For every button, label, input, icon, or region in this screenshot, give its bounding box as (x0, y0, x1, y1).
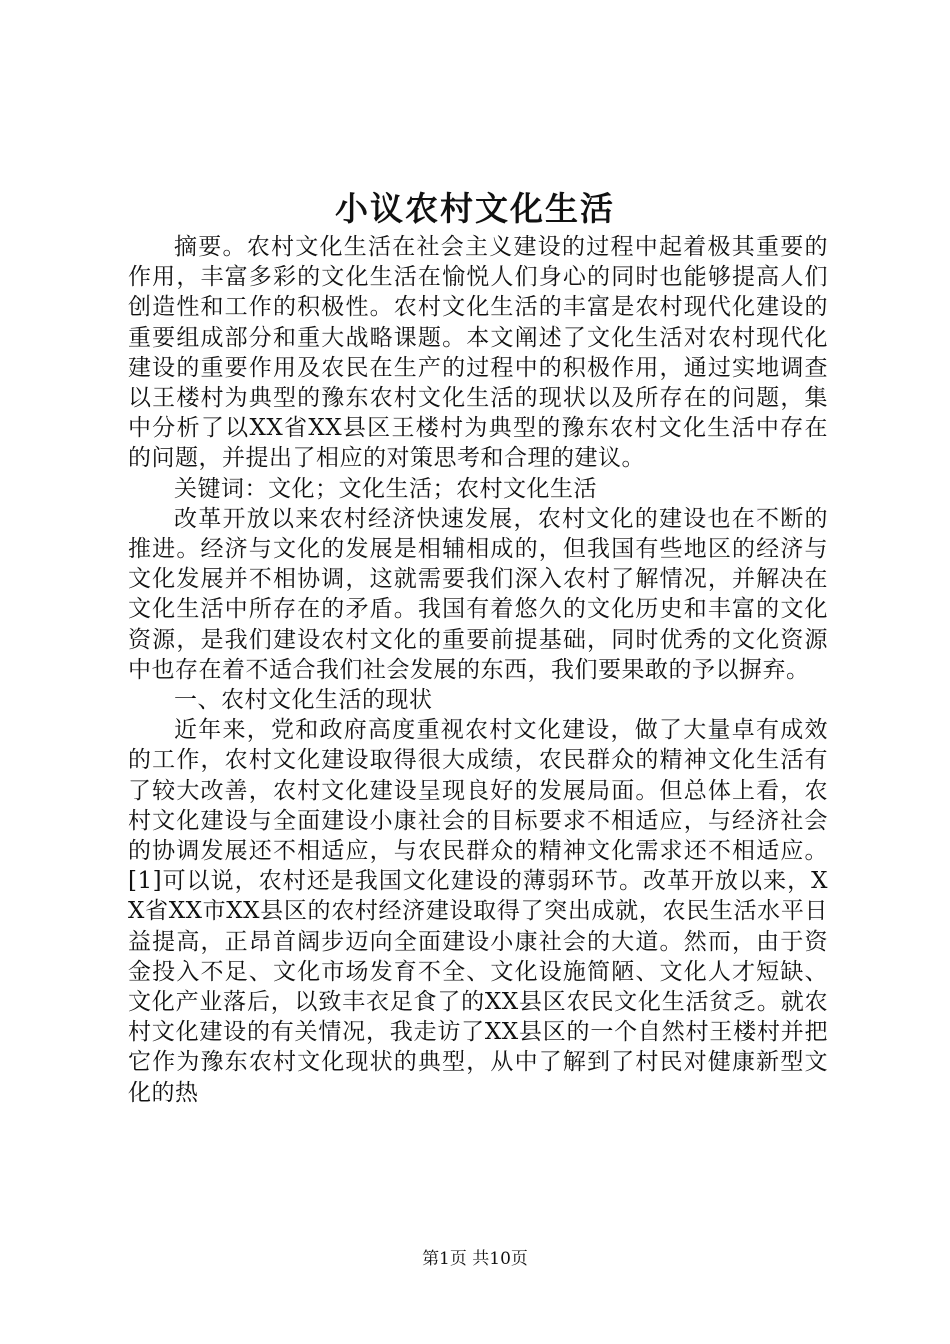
page-number-footer: 第1页 共10页 (422, 1249, 528, 1269)
section-paragraph: 近年来，党和政府高度重视农村文化建设，做了大量卓有成效的工作，农村文化建设取得很大成绩，农民群众的精神文化生活有了较大改善，农村文化建设呈现良好的发展局面。但总体上看，农村文化建设与全面建设小康社会的目标要求不相适应，与经济社会的协调发展还不相适应，与农民群众的精神文化需求还不相适应。[1]可以说，农村还是我国文化建设的薄弱环节。改革开放以来，XX省XX市XX县区的农村经济建设取得了突出成就，农民生活水平日益提高，正昂首阔步迈向全面建设小康社会的大道。然而，由于资金投入不足、文化市场发育不全、文化设施简陋、文化人才短缺、文化产业落后，以致丰衣足食了的XX县区农民文化生活贫乏。就农村文化建设的有关情况，我走访了XX县区的一个自然村王楼村并把它作为豫东农村文化现状的典型，从中了解到了村民对健康新型文化的热 (128, 717, 828, 1106)
document-title: 小议农村文化生活 (335, 189, 615, 228)
document-body (128, 232, 828, 1108)
intro-paragraph: 改革开放以来农村经济快速发展，农村文化的建设也在不断的推进。经济与文化的发展是相辅相成的，但我国有些地区的经济与文化发展并不相协调，这就需要我们深入农村了解情况，并解决在文化生活中所存在的矛盾。我国有着悠久的文化历史和丰富的文化资源，是我们建设农村文化的重要前提基础，同时优秀的文化资源中也存在着不适合我们社会发展的东西，我们要果敢的予以摒弃。 (128, 505, 828, 683)
section-heading: 一、农村文化生活的现状 (174, 687, 433, 714)
abstract-paragraph: 摘要。农村文化生活在社会主义建设的过程中起着极其重要的作用，丰富多彩的文化生活在愉悦人们身心的同时也能够提高人们创造性和工作的积极性。农村文化生活的丰富是农村现代化建设的重要组成部分和重大战略课题。本文阐述了文化生活对农村现代化建设的重要作用及农民在生产的过程中的积极作用，通过实地调查以王楼村为典型的豫东农村文化生活的现状以及所存在的问题，集中分析了以XX省XX县区王楼村为典型的豫东农村文化生活中存在的问题，并提出了相应的对策思考和合理的建议。 (128, 234, 828, 472)
keywords-paragraph: 关键词：文化；文化生活；农村文化生活 (174, 475, 597, 502)
